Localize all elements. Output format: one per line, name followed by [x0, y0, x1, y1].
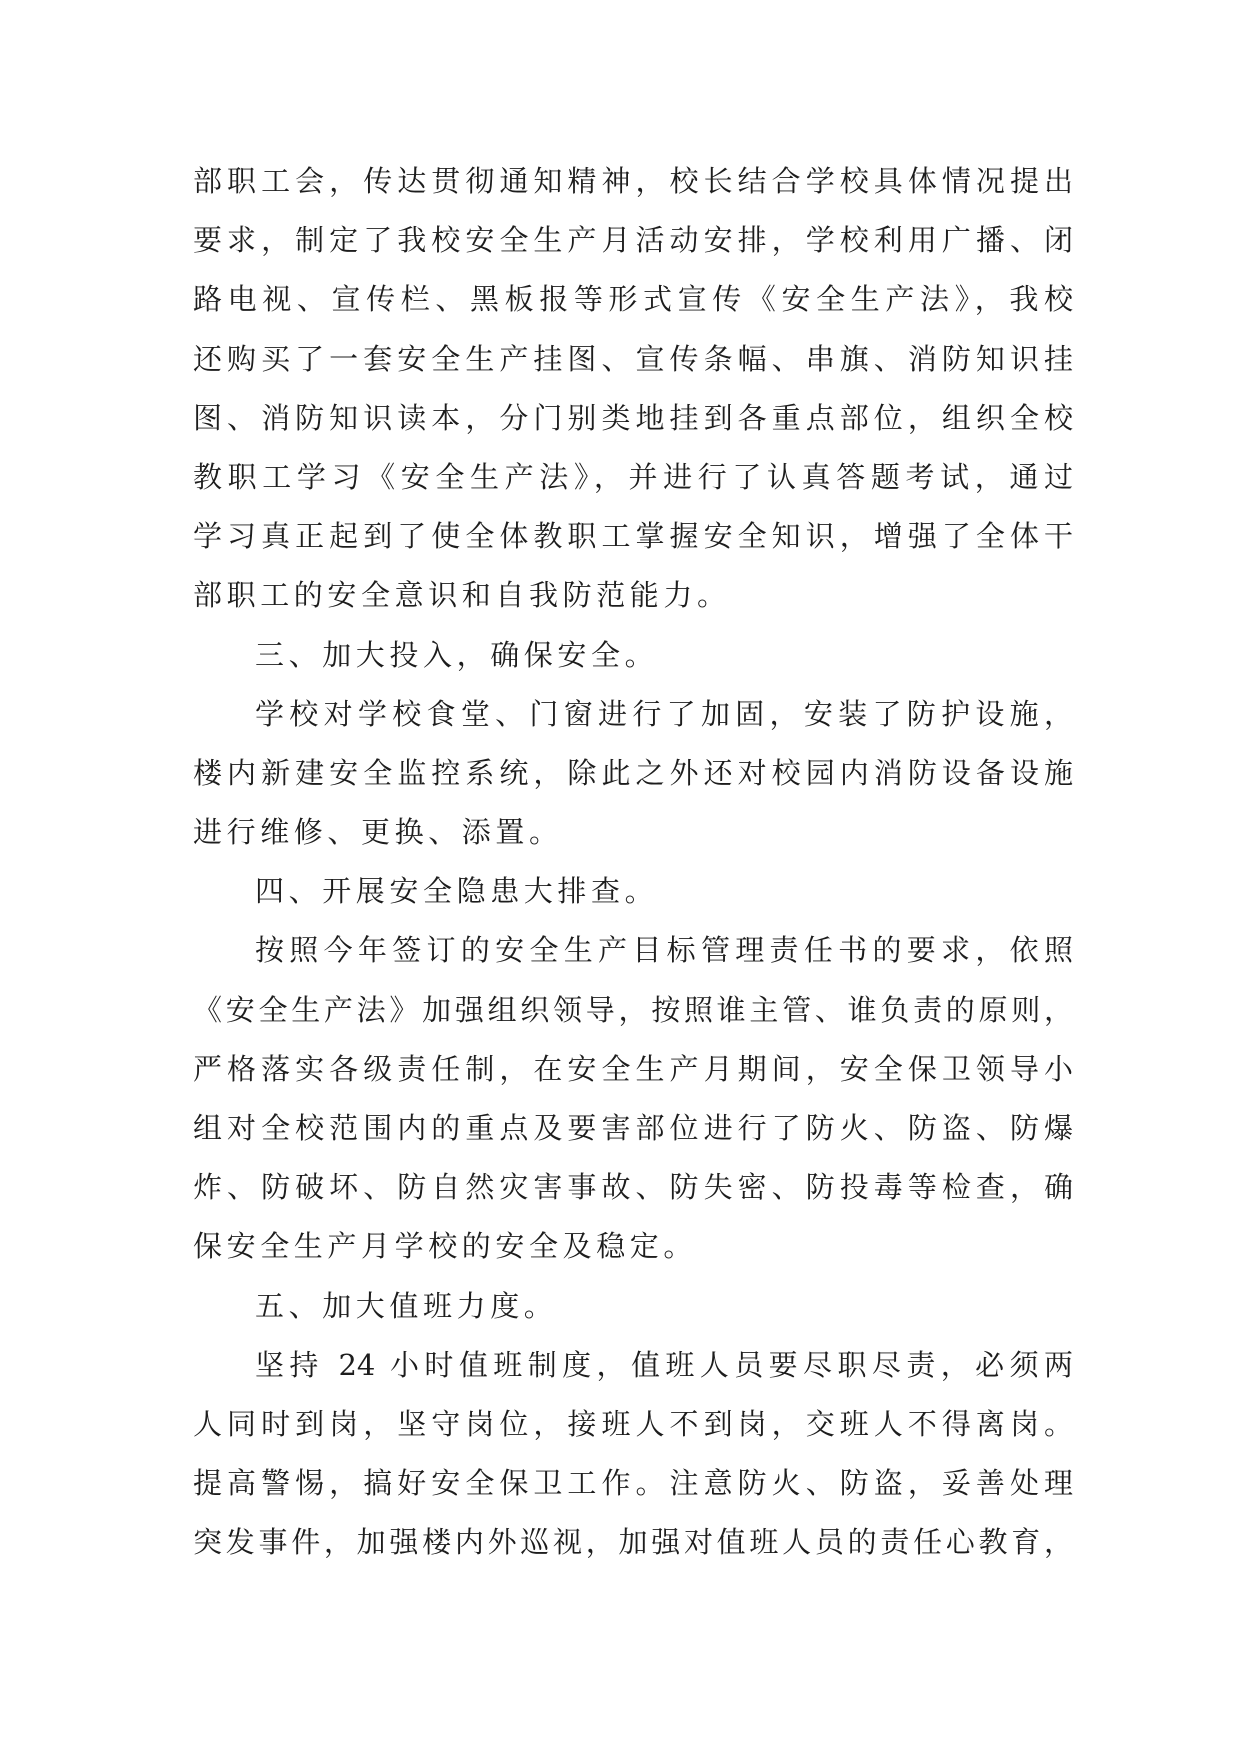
- text-line: 提高警惕，搞好安全保卫工作。注意防火、防盗，妥善处理: [193, 1466, 1073, 1501]
- text-line: 部职工的安全意识和自我防范能力。: [193, 578, 731, 613]
- text-line: 教职工学习《安全生产法》，并进行了认真答题考试，通过: [193, 459, 1073, 494]
- text-line: 进行维修、更换、添置。: [193, 815, 563, 850]
- text-line: 严格落实各级责任制，在安全生产月期间，安全保卫领导小: [193, 1051, 1073, 1086]
- section-heading: 五、加大值班力度。: [255, 1288, 558, 1323]
- text-line: 学校对学校食堂、门窗进行了加固，安装了防护设施，: [255, 696, 1073, 731]
- section-heading: 三、加大投入，确保安全。: [255, 637, 659, 672]
- text-line: 楼内新建安全监控系统，除此之外还对校园内消防设备设施: [193, 755, 1073, 790]
- text-line: 路电视、宣传栏、黑板报等形式宣传《安全生产法》，我校: [193, 282, 1073, 317]
- body-text: [193, 152, 1073, 1573]
- text-line: 人同时到岗，坚守岗位，接班人不到岗，交班人不得离岗。: [193, 1406, 1073, 1441]
- text-line: 突发事件，加强楼内外巡视，加强对值班人员的责任心教育，: [193, 1525, 1073, 1560]
- text-line: 组对全校范围内的重点及要害部位进行了防火、防盗、防爆: [193, 1111, 1073, 1145]
- text-line: 坚持 24 小时值班制度，值班人员要尽职尽责，必须两: [255, 1347, 1073, 1382]
- text-line: 图、消防知识读本，分门别类地挂到各重点部位，组织全校: [193, 400, 1073, 435]
- text-line: 保安全生产月学校的安全及稳定。: [193, 1229, 698, 1264]
- text-line: 按照今年签订的安全生产目标管理责任书的要求，依照: [255, 933, 1073, 968]
- text-line: 部职工会，传达贯彻通知精神，校长结合学校具体情况提出: [193, 164, 1073, 198]
- text-line: 《安全生产法》加强组织领导，按照谁主管、谁负责的原则，: [193, 992, 1073, 1027]
- section-heading: 四、开展安全隐患大排查。: [255, 874, 659, 909]
- text-line: 还购买了一套安全生产挂图、宣传条幅、串旗、消防知识挂: [193, 341, 1073, 376]
- text-line: 炸、防破坏、防自然灾害事故、防失密、防投毒等检查，确: [193, 1170, 1073, 1205]
- text-line: 要求，制定了我校安全生产月活动安排，学校利用广播、闭: [193, 223, 1073, 258]
- text-line: 学习真正起到了使全体教职工掌握安全知识，增强了全体干: [193, 519, 1073, 554]
